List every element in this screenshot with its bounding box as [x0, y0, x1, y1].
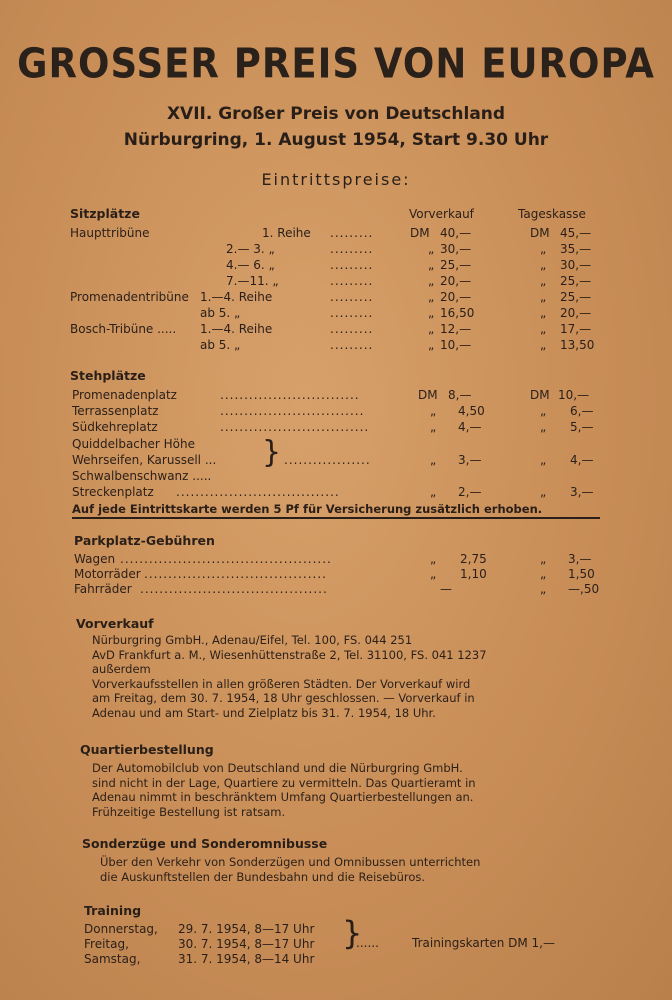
vorverkauf-price: 30,— — [440, 242, 472, 256]
training-date: 29. 7. 1954, 8—17 Uhr — [178, 922, 315, 936]
section-sitzplaetze: Sitzplätze — [70, 206, 140, 221]
vorverkauf-price: 4,— — [458, 420, 482, 434]
brace-symbol: } — [342, 914, 363, 952]
price-prefix: „ — [430, 453, 437, 467]
vorverkauf-price: 8,— — [448, 388, 472, 402]
section-sonderzuege: Sonderzüge und Sonderomnibusse — [82, 836, 328, 851]
vorverkauf-price: 4,50 — [458, 404, 485, 418]
price-prefix: „ — [540, 338, 547, 352]
price-prefix: „ — [428, 306, 435, 320]
tageskasse-price: 5,— — [570, 420, 594, 434]
row-dots: ......... — [330, 242, 374, 256]
row-label: Quiddelbacher Höhe — [72, 437, 195, 451]
row-sub: 1. Reihe — [262, 226, 311, 240]
row-label: Promenadenplatz — [72, 388, 177, 402]
trainingskarten-price: Trainingskarten DM 1,— — [412, 936, 555, 950]
section-quartier: Quartierbestellung — [80, 742, 214, 757]
training-date: 30. 7. 1954, 8—17 Uhr — [178, 937, 315, 951]
quartier-line: Frühzeitige Bestellung ist ratsam. — [92, 804, 286, 819]
price-prefix: „ — [428, 258, 435, 272]
quartier-text — [92, 761, 607, 819]
training-date: 31. 7. 1954, 8—14 Uhr — [178, 952, 315, 966]
quartier-line: Adenau nimmt in beschränktem Umfang Quartierbestellungen an. — [92, 790, 474, 804]
vorverkauf-line: Adenau und am Start- und Zielplatz bis 31. 7. 1954, 18 Uhr. — [92, 705, 436, 720]
tageskasse-price: 1,50 — [568, 567, 595, 581]
vorverkauf-price: 16,50 — [440, 306, 475, 320]
tageskasse-price: 35,— — [560, 242, 592, 256]
price-prefix: „ — [540, 567, 547, 581]
tageskasse-price: 45,— — [560, 226, 592, 240]
tageskasse-price: 25,— — [560, 274, 592, 288]
section-vorverkauf: Vorverkauf — [76, 616, 154, 631]
vorverkauf-price: 2,— — [458, 485, 482, 499]
row-dots: ......... — [330, 322, 374, 336]
tageskasse-price: 3,— — [570, 485, 594, 499]
row-sub: ab 5. „ — [200, 306, 241, 320]
vorverkauf-text — [92, 633, 607, 720]
vorverkauf-line: außerdem — [92, 662, 151, 676]
price-prefix: „ — [428, 338, 435, 352]
training-dots: ...... — [356, 936, 379, 950]
col-tageskasse: Tageskasse — [518, 207, 586, 221]
row-sub: 7.—11. „ — [226, 274, 279, 288]
subtitle-date: Nürburgring, 1. August 1954, Start 9.30 Uhr — [123, 130, 549, 150]
price-prefix: DM — [410, 226, 430, 240]
vorverkauf-line: Nürburgring GmbH., Adenau/Eifel, Tel. 100, FS. 044 251 — [92, 633, 413, 647]
price-prefix: „ — [540, 404, 547, 418]
vorverkauf-price: 12,— — [440, 322, 472, 336]
price-prefix: „ — [540, 242, 547, 256]
vorverkauf-price: 10,— — [440, 338, 472, 352]
row-label: Haupttribüne — [70, 226, 150, 240]
row-label: Motorräder — [74, 567, 141, 581]
col-vorverkauf: Vorverkauf — [409, 207, 474, 221]
row-dots: ......... — [330, 258, 374, 272]
row-label: Bosch-Tribüne ..... — [70, 322, 177, 336]
row-sub: 1.—4. Reihe — [200, 322, 273, 336]
page-title: GROSSER PREIS VON EUROPA — [17, 40, 655, 88]
row-dots: ...................................... — [144, 567, 327, 581]
price-prefix: „ — [540, 453, 547, 467]
tageskasse-price: 13,50 — [560, 338, 595, 352]
brace-symbol: } — [262, 435, 282, 470]
price-prefix: „ — [430, 420, 437, 434]
row-dots: ......... — [330, 290, 374, 304]
vorverkauf-line: Vorverkaufsstellen in allen größeren Städten. Der Vorverkauf wird — [92, 676, 471, 691]
training-day: Samstag, — [84, 952, 141, 966]
row-sub: 1.—4. Reihe — [200, 290, 273, 304]
sonder-line: Über den Verkehr von Sonderzügen und Omnibussen unterrichten — [100, 855, 481, 869]
row-dots: ............................. — [220, 388, 360, 402]
row-label: Wagen — [74, 552, 116, 566]
row-dots: ......... — [330, 226, 374, 240]
vorverkauf-price: 2,75 — [460, 552, 487, 566]
vorverkauf-price: 1,10 — [460, 567, 487, 581]
training-day: Freitag, — [84, 937, 129, 951]
row-label: Schwalbenschwanz ..... — [72, 469, 212, 483]
row-dots: ......... — [330, 338, 374, 352]
vorverkauf-price: 3,— — [458, 453, 482, 467]
tageskasse-price: 4,— — [570, 453, 594, 467]
vorverkauf-price: — — [440, 582, 452, 596]
vorverkauf-price: 20,— — [440, 290, 472, 304]
tageskasse-price: 20,— — [560, 306, 592, 320]
row-dots: ......... — [330, 306, 374, 320]
row-sub: 2.— 3. „ — [226, 242, 275, 256]
row-label: Wehrseifen, Karussell ... — [72, 453, 217, 467]
row-dots: ....................................... — [140, 582, 328, 596]
price-prefix: „ — [428, 242, 435, 256]
price-prefix: „ — [428, 290, 435, 304]
price-prefix: „ — [540, 552, 547, 566]
section-parkplatz: Parkplatz-Gebühren — [74, 533, 215, 548]
row-label: Fahrräder — [74, 582, 132, 596]
tageskasse-price: 25,— — [560, 290, 592, 304]
section-stehplaetze: Stehplätze — [70, 368, 146, 383]
vorverkauf-line: am Freitag, dem 30. 7. 1954, 18 Uhr geschlossen. — Vorverkauf in — [92, 691, 475, 705]
quartier-line: sind nicht in der Lage, Quartiere zu vermitteln. Das Quartieramt in — [92, 775, 476, 790]
price-prefix: „ — [540, 258, 547, 272]
price-prefix: „ — [430, 404, 437, 418]
row-dots: ............................................ — [120, 552, 332, 566]
insurance-note: Auf jede Eintrittskarte werden 5 Pf für Versicherung zusätzlich erhoben. — [72, 502, 543, 516]
tageskasse-price: 30,— — [560, 258, 592, 272]
row-dots: .................................. — [176, 485, 340, 499]
price-prefix: „ — [540, 306, 547, 320]
vorverkauf-price: 25,— — [440, 258, 472, 272]
subtitle-race: XVII. Großer Preis von Deutschland — [166, 104, 506, 124]
row-label: Promenadentribüne — [70, 290, 189, 304]
tageskasse-price: —,50 — [568, 582, 600, 596]
quartier-line: Der Automobilclub von Deutschland und die Nürburgring GmbH. — [92, 761, 463, 775]
divider-rule — [72, 517, 600, 519]
row-dots: .................. — [284, 453, 371, 467]
price-prefix: „ — [540, 485, 547, 499]
prices-heading: Eintrittspreise: — [261, 170, 411, 189]
tageskasse-price: 17,— — [560, 322, 592, 336]
row-dots: .............................. — [220, 404, 365, 418]
vorverkauf-price: 20,— — [440, 274, 472, 288]
training-day: Donnerstag, — [84, 922, 158, 936]
row-label: Streckenplatz — [72, 485, 154, 499]
row-sub: ab 5. „ — [200, 338, 241, 352]
section-training: Training — [84, 903, 142, 918]
price-prefix: DM — [418, 388, 438, 402]
tageskasse-price: 6,— — [570, 404, 594, 418]
price-prefix: „ — [428, 274, 435, 288]
vorverkauf-line: AvD Frankfurt a. M., Wiesenhüttenstraße 2, Tel. 31100, FS. 041 1237 — [92, 647, 487, 662]
price-prefix: „ — [428, 322, 435, 336]
tageskasse-price: 10,— — [558, 388, 590, 402]
price-prefix: „ — [540, 322, 547, 336]
row-sub: 4.— 6. „ — [226, 258, 275, 272]
row-dots: ............................... — [220, 420, 370, 434]
price-prefix: „ — [540, 290, 547, 304]
vorverkauf-price: 40,— — [440, 226, 472, 240]
row-label: Terrassenplatz — [72, 404, 159, 418]
price-prefix: DM — [530, 226, 550, 240]
price-prefix: DM — [530, 388, 550, 402]
price-prefix: „ — [430, 552, 437, 566]
price-prefix: „ — [540, 582, 547, 596]
price-prefix: „ — [430, 567, 437, 581]
tageskasse-price: 3,— — [568, 552, 592, 566]
price-prefix: „ — [540, 274, 547, 288]
row-dots: ......... — [330, 274, 374, 288]
price-prefix: „ — [540, 420, 547, 434]
price-prefix: „ — [430, 485, 437, 499]
sonder-line: die Auskunftstellen der Bundesbahn und die Reisebüros. — [100, 869, 426, 884]
row-label: Südkehreplatz — [72, 420, 158, 434]
sonder-text — [100, 855, 615, 884]
